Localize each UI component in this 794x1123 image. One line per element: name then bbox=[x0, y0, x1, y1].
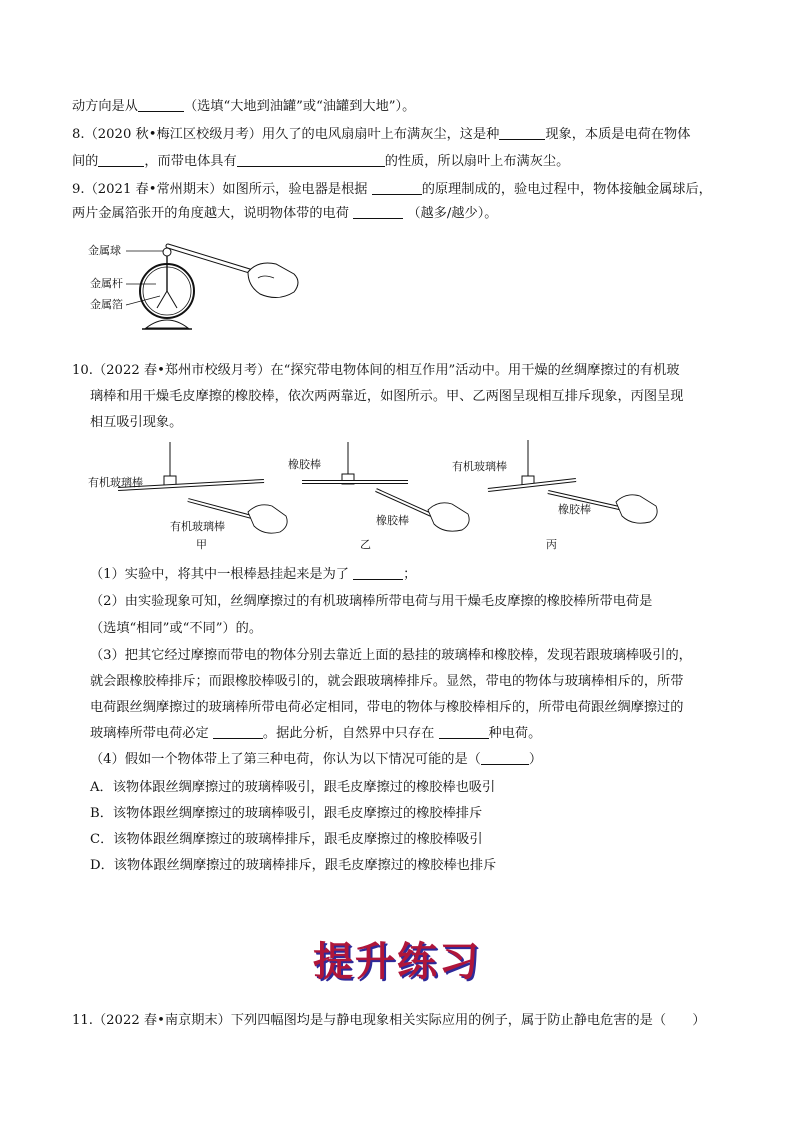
q7-tail-line: 动方向是从 （选填“大地到油罐”或“油罐到大地”）。 bbox=[72, 99, 416, 114]
q9-line-1: 9.（2021 春•常州期末）如图所示，验电器是根据 的原理制成的，验电过程中，物体接触金属球后， bbox=[72, 182, 712, 197]
label-metal-ball: 金属球 bbox=[88, 244, 121, 257]
q10-sub3-line3: 电荷跟丝绸摩擦过的玻璃棒所带电荷必定相同，带电的物体与橡胶棒相斥的，所带电荷跟丝绸摩擦过的 bbox=[90, 700, 684, 715]
q10-sub3-line2: 就会跟橡胶棒排斥；而跟橡胶棒吸引的，就会跟玻璃棒排斥。显然，带电的物体与玻璃棒相斥的，所带 bbox=[90, 674, 684, 689]
rods-figure bbox=[88, 440, 668, 552]
answer-blank[interactable] bbox=[372, 181, 422, 195]
label-metal-rod: 金属杆 bbox=[90, 277, 123, 290]
panel-bing bbox=[452, 440, 657, 551]
yi-bottom-label: 橡胶棒 bbox=[376, 514, 409, 527]
jia-bottom-label: 有机玻璃棒 bbox=[170, 520, 225, 533]
q10-sub3-line1: （3）把其它经过摩擦而带电的物体分别去靠近上面的悬挂的玻璃棒和橡胶棒，发现若跟玻璃棒吸引的， bbox=[90, 648, 692, 663]
option-a[interactable]: A．该物体跟丝绸摩擦过的玻璃棒吸引，跟毛皮摩擦过的橡胶棒也吸引 bbox=[90, 780, 496, 795]
q8-line-1: 8.（2020 秋•梅江区校级月考）用久了的电风扇扇叶上布满灰尘，这是种 现象，本质是电荷在物体 bbox=[72, 127, 691, 142]
bing-bottom-label: 橡胶棒 bbox=[558, 503, 591, 516]
bing-top-label: 有机玻璃棒 bbox=[452, 460, 507, 473]
option-b[interactable]: B．该物体跟丝绸摩擦过的玻璃棒吸引，跟毛皮摩擦过的橡胶棒排斥 bbox=[90, 806, 483, 821]
yi-top-label: 橡胶棒 bbox=[288, 458, 321, 471]
answer-blank[interactable] bbox=[439, 725, 489, 739]
panel-jia bbox=[88, 442, 287, 551]
q9-line-2: 两片金属箔张开的角度越大，说明物体带的电荷 （越多/越少）。 bbox=[72, 206, 498, 221]
panel-yi bbox=[288, 442, 469, 551]
answer-blank[interactable] bbox=[353, 205, 403, 219]
q10-line-3: 相互吸引现象。 bbox=[90, 415, 183, 430]
jia-caption: 甲 bbox=[196, 538, 207, 551]
q8-line-2: 间的 ，而带电体具有 的性质，所以扇叶上布满灰尘。 bbox=[72, 154, 570, 169]
jia-top-label: 有机玻璃棒 bbox=[88, 476, 143, 489]
q11-line: 11.（2022 春•南京期末）下列四幅图均是与静电现象相关实际应用的例子，属于防止静电危害的是（ ） bbox=[72, 1013, 706, 1028]
answer-blank[interactable] bbox=[213, 725, 263, 739]
q10-sub4: （4）假如一个物体带上了第三种电荷，你认为以下情况可能的是（ ） bbox=[90, 752, 543, 767]
q10-sub2-line1: （2）由实验现象可知，丝绸摩擦过的有机玻璃棒所带电荷与用干燥毛皮摩擦的橡胶棒所带电荷是 bbox=[90, 594, 653, 609]
answer-blank[interactable] bbox=[237, 153, 385, 167]
section-title: 提升练习 bbox=[313, 938, 481, 985]
option-d[interactable]: D．该物体跟丝绸摩擦过的玻璃棒排斥，跟毛皮摩擦过的橡胶棒也排斥 bbox=[90, 858, 497, 873]
answer-blank[interactable] bbox=[499, 126, 545, 140]
electroscope-figure bbox=[88, 236, 308, 334]
label-metal-foil: 金属箔 bbox=[90, 298, 123, 311]
answer-blank[interactable] bbox=[481, 751, 529, 765]
q10-line-1: 10.（2022 春•郑州市校级月考）在“探究带电物体间的相互作用”活动中。用干燥的丝绸摩擦过的有机玻 bbox=[72, 363, 680, 378]
answer-blank[interactable] bbox=[138, 98, 184, 112]
q10-sub3-line4: 玻璃棒所带电荷必定 。据此分析，自然界中只存在 种电荷。 bbox=[90, 726, 542, 741]
yi-caption: 乙 bbox=[360, 538, 371, 551]
answer-blank[interactable] bbox=[98, 153, 144, 167]
answer-blank[interactable] bbox=[353, 566, 403, 580]
option-c[interactable]: C．该物体跟丝绸摩擦过的玻璃棒排斥，跟毛皮摩擦过的橡胶棒吸引 bbox=[90, 832, 483, 847]
q10-line-2: 璃棒和用干燥毛皮摩擦的橡胶棒，依次两两靠近，如图所示。甲、乙两图呈现相互排斥现象，丙图呈现 bbox=[90, 389, 684, 404]
q10-sub2-line2: （选填“相同”或“不同”）的。 bbox=[90, 621, 263, 636]
q10-sub1: （1）实验中，将其中一根棒悬挂起来是为了 ； bbox=[90, 567, 417, 582]
bing-caption: 丙 bbox=[546, 538, 557, 551]
